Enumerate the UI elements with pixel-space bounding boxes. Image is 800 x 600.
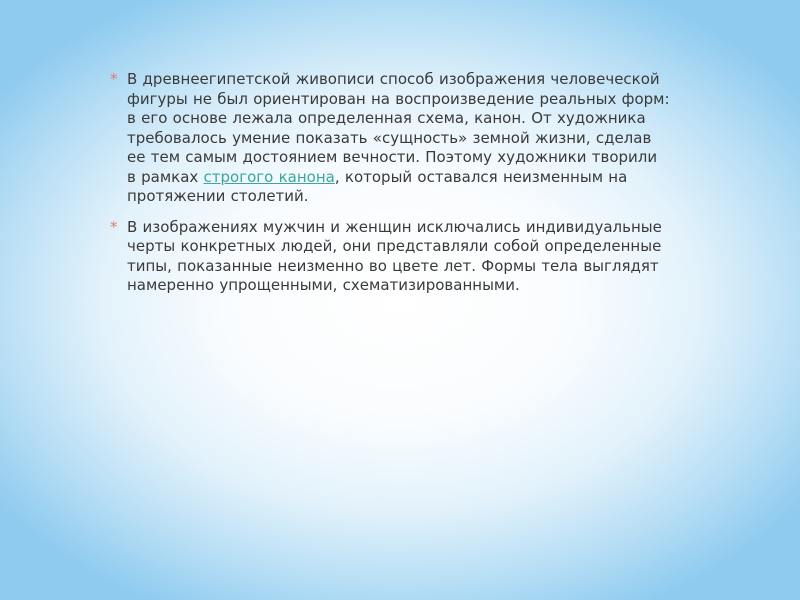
bullet-1-text-after: , который оставался неизменным на протяжении столетий. — [127, 167, 628, 205]
bullet-item-1 — [110, 70, 670, 207]
strict-canon-link[interactable]: строгого канона — [203, 167, 335, 186]
bullet-marker-icon: * — [110, 70, 118, 88]
bullet-marker-icon: * — [110, 217, 118, 236]
slide-content — [110, 70, 670, 307]
bullet-item-2 — [110, 218, 670, 296]
bullet-1-text-before: В древнеегипетской живописи способ изображения человеческой фигуры не был ориентирован на воспроизведение реальных форм: в его основе лежала определенная схема, канон. От художника требовалось умение показать «сущность» земной жизни, сделав ее тем самым достоянием вечности. Поэтому художники творили в рамках — [127, 70, 670, 186]
bullet-2-text: В изображениях мужчин и женщин исключались индивидуальные черты конкретных людей, они представляли собой определенные типы, показанные неизменно во цвете лет. Формы тела выглядят намеренно упрощенными, схематизированными. — [127, 217, 662, 294]
